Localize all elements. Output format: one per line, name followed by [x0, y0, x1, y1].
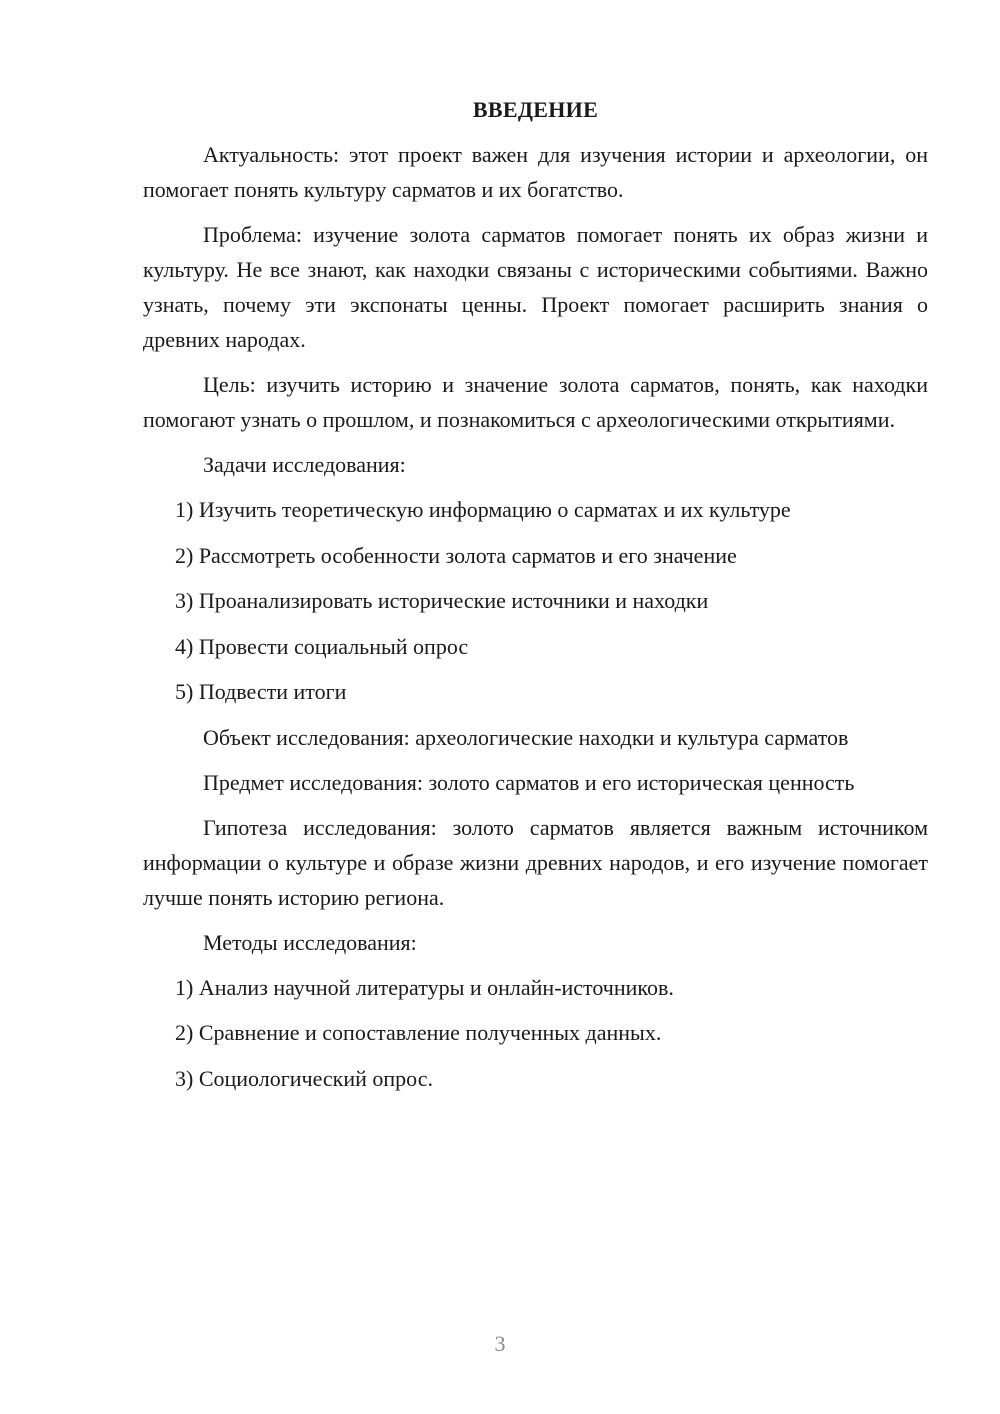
tasks-heading: Задачи исследования:	[203, 452, 406, 477]
list-item: 5) Подвести итоги	[175, 679, 347, 704]
tasks-list	[143, 492, 928, 709]
goal-paragraph: Цель: изучить историю и значение золота сарматов, понять, как находки помогают узнать о прошлом, и познакомиться с археологическими открытиями.	[143, 372, 928, 432]
list-item: 1) Анализ научной литературы и онлайн-источников.	[175, 974, 674, 1000]
document-page	[143, 92, 928, 1106]
section-title: ВВЕДЕНИЕ	[472, 97, 599, 122]
hypothesis-paragraph: Гипотеза исследования: золото сарматов является важным источником информации о культуре и образе жизни древних народов, и его изучение помогает лучше понять историю региона.	[143, 814, 928, 910]
relevance-paragraph: Актуальность: этот проект важен для изучения истории и археологии, он помогает понять культуру сарматов и их богатство.	[143, 142, 928, 202]
problem-paragraph: Проблема: изучение золота сарматов помогает понять их образ жизни и культуру. Не все знают, как находки связаны с историческими событиями. Важно узнать, почему эти экспонаты ценны. Проект помогает расширить знания о древних народах.	[143, 222, 928, 352]
page-number: 3	[494, 1331, 506, 1356]
methods-list	[143, 970, 928, 1096]
list-item: 2) Рассмотреть особенности золота сарматов и его значение	[175, 542, 737, 568]
object-paragraph: Объект исследования: археологические находки и культура сарматов	[203, 724, 849, 750]
list-item: 3) Социологический опрос.	[175, 1065, 433, 1091]
subject-paragraph: Предмет исследования: золото сарматов и его историческая ценность	[203, 769, 855, 795]
list-item: 3) Проанализировать исторические источники и находки	[175, 588, 709, 613]
list-item: 4) Провести социальный опрос	[175, 633, 469, 659]
list-item: 2) Сравнение и сопоставление полученных данных.	[175, 1020, 662, 1045]
methods-heading: Методы исследования:	[203, 929, 417, 955]
list-item: 1) Изучить теоретическую информацию о сарматах и их культуре	[175, 497, 791, 522]
